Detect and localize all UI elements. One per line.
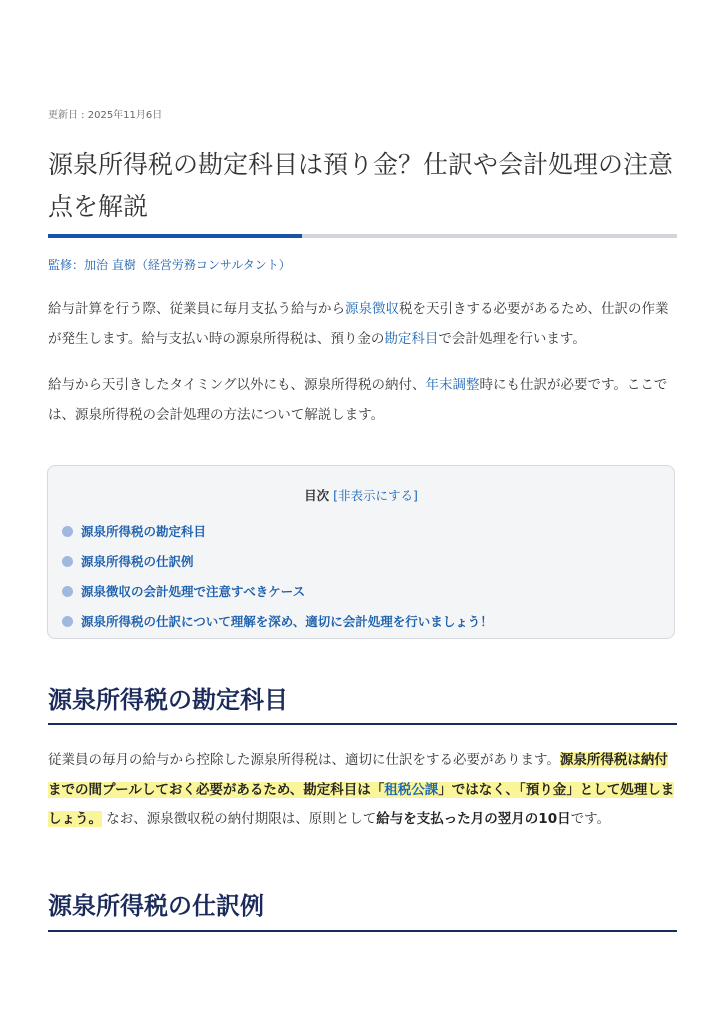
page-title: 源泉所得税の勘定科目は預り金？仕訳や会計処理の注意点を解説 [48,150,674,221]
toc-toggle-link[interactable]: [非表示にする] [333,488,418,503]
toc-list [62,516,493,636]
bold-deadline: 給与を支払った月の翌月の10日 [376,811,571,827]
link-sozei-koka[interactable]: 租税公課 [384,781,439,798]
bullet-icon [62,586,73,597]
toc-item[interactable]: 源泉所得税の仕訳例 [62,546,493,576]
toc-item[interactable]: 源泉所得税の勘定科目 [62,516,493,546]
toc-item[interactable]: 源泉所得税の仕訳について理解を深め、適切に会計処理を行いましょう！ [62,606,493,636]
bullet-icon [62,556,73,567]
link-nenmatsu-chosei[interactable]: 年末調整 [425,377,480,393]
updated-date: 更新日 : 2025年11月6日 [48,110,163,121]
section-heading-rule [48,930,677,932]
section-heading-journal-example: 源泉所得税の仕訳例 [48,892,264,920]
section-heading-account: 源泉所得税の勘定科目 [48,686,288,714]
bullet-icon [62,616,73,627]
table-of-contents [47,465,675,639]
section-heading-rule [48,723,677,725]
link-kanjo-kamoku[interactable]: 勘定科目 [384,331,439,347]
toc-header [48,486,674,504]
highlight-text: 源泉所得税は納付までの間プールしておく必要があるため、勘定科目は「租税公課」ではなく、「預り金」として処理しましょう。 [48,752,675,827]
toc-title: 目次 [304,488,330,503]
section1-paragraph: 従業員の毎月の給与から控除した源泉所得税は、適切に仕訳をする必要があります。源泉所得税は納付までの間プールしておく必要があるため、勘定科目は「租税公課」ではなく、「預り金」として処理しましょう。 なお、源泉徴収税の納付期限は、原則として給与を支払った月の翌月の10日です。 [48,752,675,827]
title-underline-accent [48,234,302,238]
intro-paragraph-2: 給与から天引きしたタイミング以外にも、源泉所得税の納付、年末調整時にも仕訳が必要です。ここでは、源泉所得税の会計処理の方法について解説します。 [48,377,668,423]
bullet-icon [62,526,73,537]
supervisor-credit: 監修：加治 直樹（経営労務コンサルタント） [48,258,291,272]
link-gensen-choshu[interactable]: 源泉徴収 [345,301,399,317]
toc-item[interactable]: 源泉徴収の会計処理で注意すべきケース [62,576,493,606]
intro-paragraph-1: 給与計算を行う際、従業員に毎月支払う給与から源泉徴収税を天引きする必要があるため、仕訳の作業が発生します。給与支払い時の源泉所得税は、預り金の勘定科目で会計処理を行います。 [48,301,669,347]
title-underline [48,234,677,238]
